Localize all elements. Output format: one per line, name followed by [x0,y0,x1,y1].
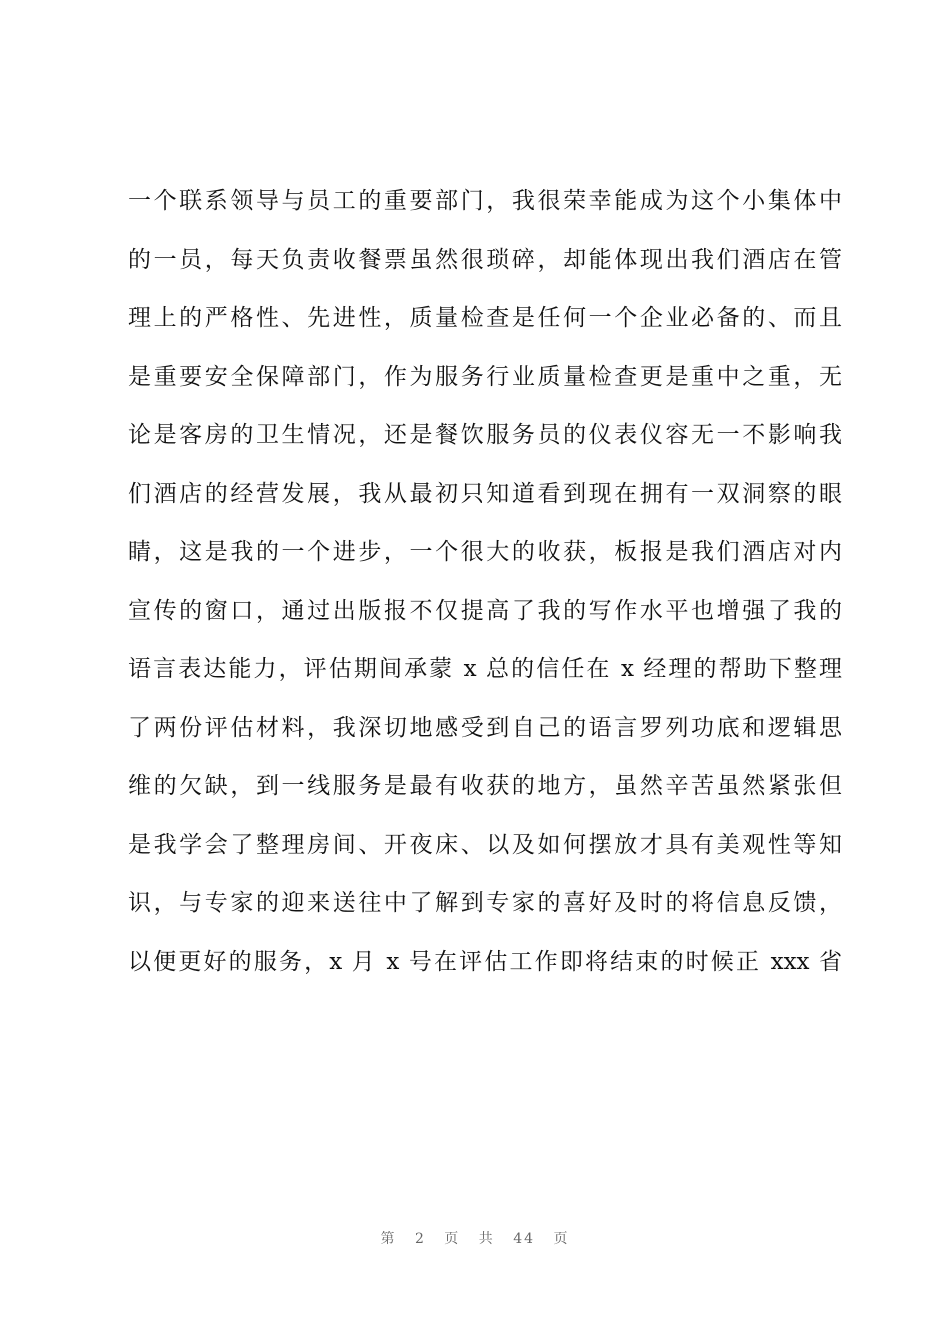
text-line: 论是客房的卫生情况，还是餐饮服务员的仪表仪容无一不影响我 [128,422,842,448]
text-line: 睛，这是我的一个进步，一个很大的收获，板报是我们酒店对内 [128,539,842,565]
text-line: 宣传的窗口，通过出版报不仅提高了我的写作水平也增强了我的 [128,597,842,624]
text-line: 以便更好的服务，x 月 x 号在评估工作即将结束的时候正 xxx 省 [128,948,842,975]
text-line: 一个联系领导与员工的重要部门，我很荣幸能成为这个小集体中 [128,188,842,214]
page-number-footer: 第 2 页 共 44 页 [380,1231,570,1247]
body-paragraph [128,172,842,991]
text-line: 了两份评估材料，我深切地感受到自己的语言罗列功底和逻辑思 [128,714,842,741]
text-line: 语言表达能力，评估期间承蒙 x 总的信任在 x 经理的帮助下整理 [128,656,842,682]
text-line: 的一员，每天负责收餐票虽然很琐碎，却能体现出我们酒店在管 [128,246,842,273]
text-line: 是我学会了整理房间、开夜床、以及如何摆放才具有美观性等知 [128,831,842,858]
text-line: 维的欠缺，到一线服务是最有收获的地方，虽然辛苦虽然紧张但 [128,773,842,799]
text-line: 理上的严格性、先进性，质量检查是任何一个企业必备的、而且 [128,305,842,331]
text-line: 们酒店的经营发展，我从最初只知道看到现在拥有一双洞察的眼 [128,480,842,507]
text-line: 识，与专家的迎来送往中了解到专家的喜好及时的将信息反馈， [128,890,842,916]
text-line: 是重要安全保障部门，作为服务行业质量检查更是重中之重，无 [128,363,842,390]
